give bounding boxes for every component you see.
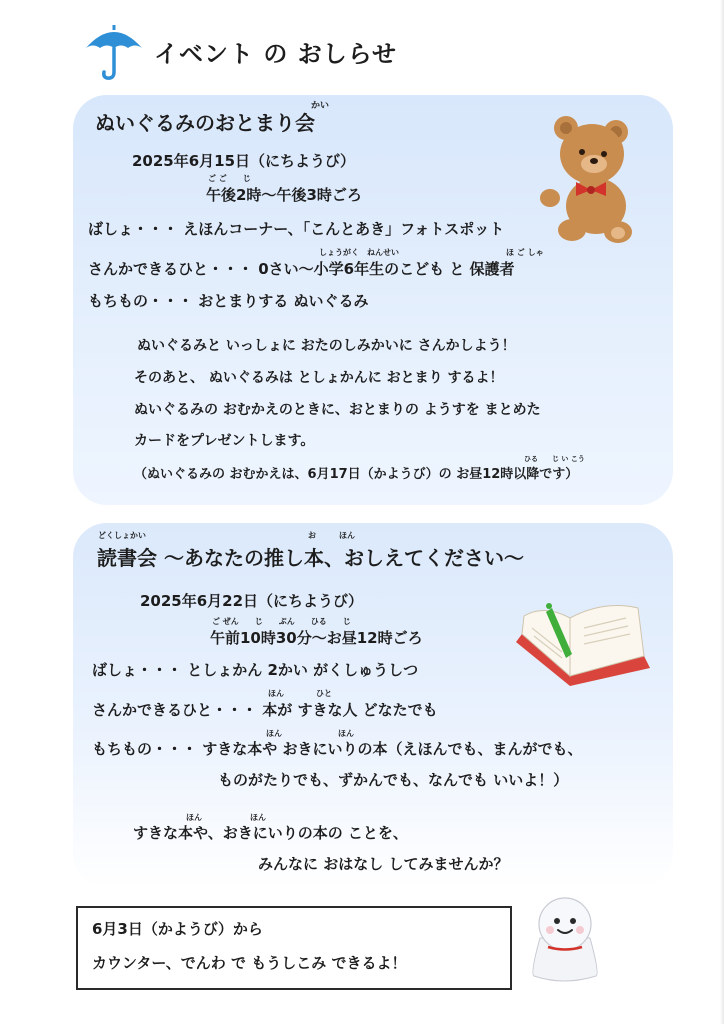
invite-ruby: ほん ほん [186,813,266,822]
event2-bring: もちもの・・・ すきな本や おきにいりの本（えほんでも、まんがでも、 [92,740,583,758]
application-start-date: 6月3日（かようび）から [92,920,263,938]
event1-title: ぬいぐるみのおとまり会 [95,111,315,135]
event1-desc-line: カードをプレゼントします。 [134,433,315,449]
who-ruby: ほん ひと [268,689,332,698]
event1-time: 午後2時～午後3時ごろ [206,186,362,204]
event2-time: 午前10時30分～お昼12時ごろ [210,629,423,647]
page-header [84,22,484,82]
event2-participants: さんかできるひと・・・ 本が すきな人 どなたでも [92,701,438,719]
grade-ruby: しょうがく ねんせい [319,248,399,257]
event1-desc-line: そのあと、 ぬいぐるみは としょかんに おとまり するよ！ [134,370,504,386]
event1-desc-line: ぬいぐるみの おむかえのときに、おとまりの ようすを まとめた [134,402,541,418]
event2-invite-continued: みんなに おはなし してみませんか？ [258,855,509,873]
time-ruby: ご ぜん じ ぷん ひる じ [212,617,351,626]
title-ruby: かい [311,101,330,111]
event1-bring: もちもの・・・ おとまりする ぬいぐるみ [88,292,369,310]
teddy-bear-illustration [536,112,636,244]
event2-place: ばしょ・・・ としょかん 2かい がくしゅうしつ [92,661,419,679]
event1-pickup-note: （ぬいぐるみの おむかえは、6月17日（かようび）の お昼12時以降です） [134,467,579,482]
application-method: カウンター、でんわ で もうしこみ できるよ！ [92,954,407,972]
event2-title: 読書会 ～あなたの推し本、おしえてください～ [97,546,524,570]
time-ruby: ご ご じ [208,174,251,183]
teru-teru-bozu-illustration [526,890,604,986]
event2-date: 2025年6月22日（にちようび） [140,592,364,610]
bring-ruby: ほん ほん [266,729,354,738]
hon-ruby: ほん [339,531,355,540]
page-title: イベント の おしらせ [154,40,397,68]
event2-bring-continued: ものがたりでも、ずかんでも、なんでも いいよ！） [218,771,569,789]
event2-invite: すきな本や、おきにいりの本の ことを、 [133,824,408,842]
application-info-box [76,906,512,990]
guardian-ruby: ほ ご しゃ [506,248,544,257]
event1-place: ばしょ・・・ えほんコーナー、「こんとあき」フォトスポット [88,220,505,238]
umbrella-icon [84,22,144,82]
open-book-illustration [512,598,654,692]
dokusho-ruby: どくしょかい [98,531,146,540]
event1-date: 2025年6月15日（にちようび） [132,152,356,170]
event1-participants: さんかできるひと・・・ 0さい～小学6年生のこども と 保護者 [88,260,515,278]
scan-edge [720,0,724,1024]
event1-desc-line: ぬいぐるみと いっしょに おたのしみかいに さんかしよう！ [137,338,516,354]
pickup-ruby: ひる じ い こう [524,455,585,463]
oshi-ruby: お [308,531,316,540]
